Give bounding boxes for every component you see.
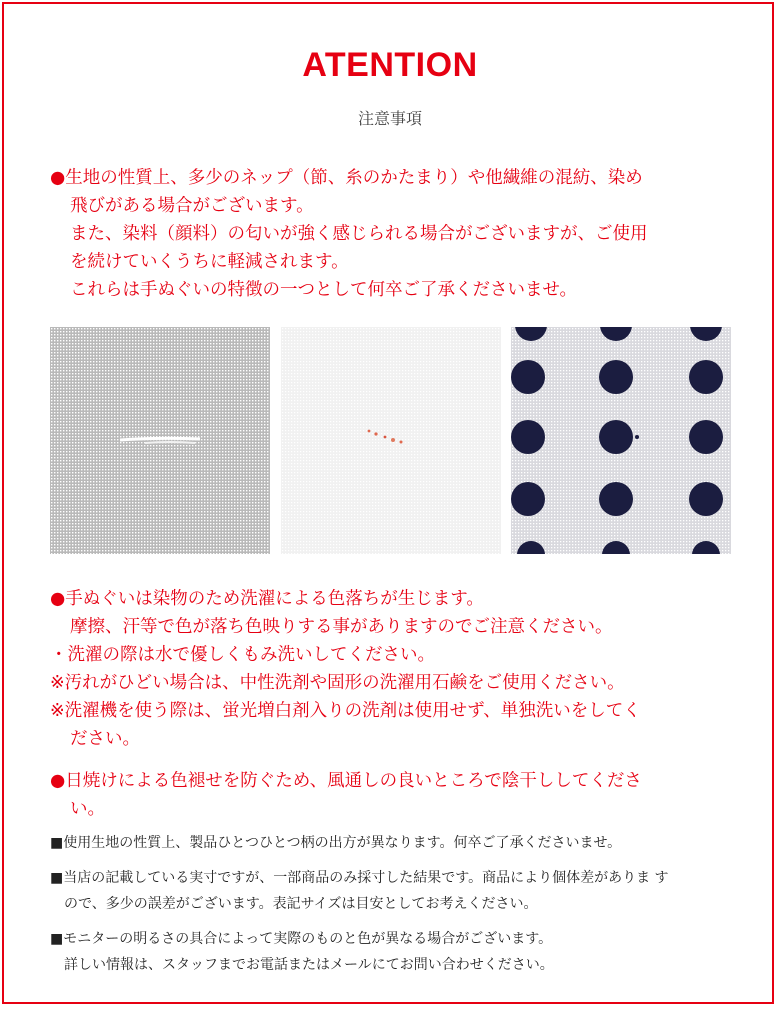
fabric-note-line: これらは手ぬぐいの特徴の一つとして何卒ご了承くださいませ。	[70, 280, 577, 300]
polka-dot-sample-photo	[511, 327, 731, 554]
section-drying-notes	[50, 767, 740, 823]
section-fabric-notes	[50, 164, 740, 304]
drying-note-line: い。	[70, 799, 105, 819]
nep-sample-photo	[50, 327, 270, 554]
sample-photos	[50, 327, 731, 554]
page-title: ATENTION	[302, 46, 478, 84]
section-washing-notes	[50, 585, 740, 753]
page-subtitle: 注意事項	[357, 109, 422, 128]
dye-spot-sample-photo	[281, 327, 501, 554]
washing-note-line: 摩擦、汗等で色が落ち色映りする事がありますのでご注意ください。	[70, 617, 613, 637]
washing-note-line: ●手ぬぐいは染物のため洗濯による色落ちが生じます。	[50, 589, 484, 609]
general-note-line: 詳しい情報は、スタッフまでお電話またはメールにてお問い合わせください。	[64, 957, 554, 973]
fabric-note-line: また、染料（顔料）の匂いが強く感じられる場合がございますが、ご使用	[70, 224, 648, 244]
washing-note-line: ※洗濯機を使う際は、蛍光増白剤入りの洗剤は使用せず、単独洗いをしてく	[50, 701, 641, 721]
washing-note-line: ・洗濯の際は水で優しくもみ洗いしてください。	[50, 645, 435, 665]
washing-note-line: ださい。	[70, 729, 140, 749]
general-notes	[50, 830, 740, 978]
general-note-line: ■当店の記載している実寸ですが、一部商品のみ採寸した結果です。商品により個体差がありま す	[50, 870, 669, 886]
fabric-note-line: ●生地の性質上、多少のネップ（節、糸のかたまり）や他繊維の混紡、染め	[50, 168, 643, 188]
drying-note-line: ●日焼けによる色褪せを防ぐため、風通しの良いところで陰干ししてくださ	[50, 771, 642, 791]
fabric-note-line: を続けていくうちに軽減されます。	[70, 252, 349, 272]
general-note-line: ■使用生地の性質上、製品ひとつひとつ柄の出方が異なります。何卒ご了承くださいませ。	[50, 835, 622, 851]
washing-note-line: ※汚れがひどい場合は、中性洗剤や固形の洗濯用石鹸をご使用ください。	[50, 673, 625, 693]
general-note-line: ので、多少の誤差がございます。表記サイズは目安としてお考えください。	[64, 896, 538, 912]
general-note-line: ■モニターの明るさの具合によって実際のものと色が異なる場合がございます。	[50, 931, 553, 947]
fabric-note-line: 飛びがある場合がございます。	[70, 196, 314, 216]
